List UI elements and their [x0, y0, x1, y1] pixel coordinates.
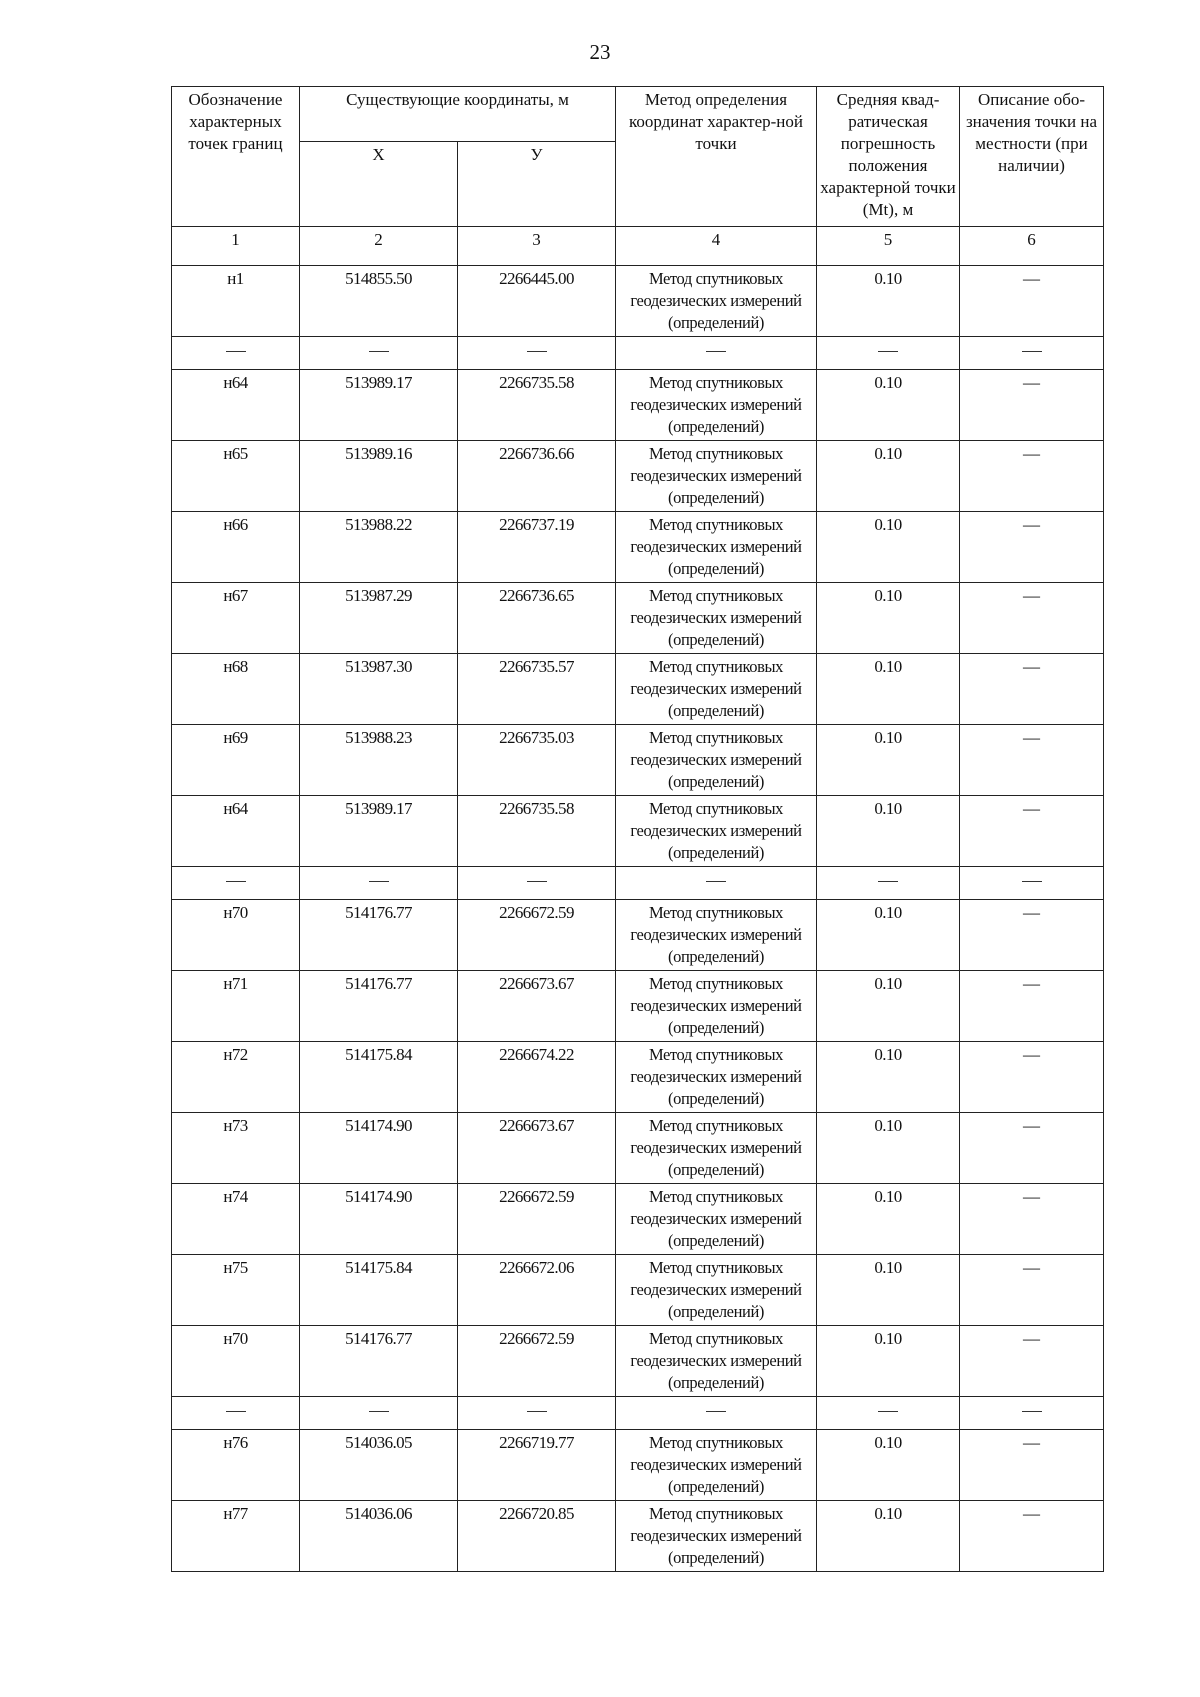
- point-designation: н76: [172, 1430, 300, 1501]
- mean-square-error: 0.10: [817, 971, 960, 1042]
- coordinate-x: 514175.84: [300, 1255, 458, 1326]
- coordinate-y: 2266673.67: [458, 1113, 616, 1184]
- separator-cell: [458, 337, 616, 370]
- table-row: [172, 1430, 1104, 1501]
- mean-square-error: 0.10: [817, 512, 960, 583]
- method-line: геодезических измерений: [630, 1209, 802, 1228]
- separator-cell: [300, 1397, 458, 1430]
- method-line: Метод спутниковых: [648, 728, 784, 747]
- header-existing-coordinates: Существующие координаты, м: [300, 87, 616, 142]
- method-line: (определений): [668, 1018, 764, 1037]
- method-line: (определений): [668, 772, 764, 791]
- method-cell: [616, 1501, 817, 1572]
- mean-square-error: 0.10: [817, 1430, 960, 1501]
- method-line: геодезических измерений: [630, 996, 802, 1015]
- point-description: —: [960, 796, 1104, 867]
- column-number: 5: [817, 227, 960, 266]
- method-line: (определений): [668, 947, 764, 966]
- table-row: [172, 654, 1104, 725]
- point-description: —: [960, 1501, 1104, 1572]
- method-line: Метод спутниковых: [648, 515, 784, 534]
- method-line: Метод спутниковых: [648, 444, 784, 463]
- coordinate-y: 2266735.58: [458, 370, 616, 441]
- dash-mark: [706, 881, 726, 882]
- mean-square-error: 0.10: [817, 1042, 960, 1113]
- coordinate-x: 514036.05: [300, 1430, 458, 1501]
- table-row: [172, 370, 1104, 441]
- mean-square-error: 0.10: [817, 1326, 960, 1397]
- method-cell: [616, 1042, 817, 1113]
- method-line: (определений): [668, 488, 764, 507]
- header-point-description: Описание обо-значения точки на местности (при наличии): [960, 87, 1104, 227]
- method-cell: [616, 971, 817, 1042]
- mean-square-error: 0.10: [817, 796, 960, 867]
- dash-mark: [878, 881, 898, 882]
- point-designation: н71: [172, 971, 300, 1042]
- separator-cell: [616, 1397, 817, 1430]
- point-description: —: [960, 512, 1104, 583]
- method-line: геодезических измерений: [630, 750, 802, 769]
- dash-mark: [226, 881, 246, 882]
- point-designation: н70: [172, 900, 300, 971]
- header-method: Метод определения координат характер-ной точки: [616, 87, 817, 227]
- point-designation: н68: [172, 654, 300, 725]
- point-description: —: [960, 1430, 1104, 1501]
- coordinate-x: 513989.16: [300, 441, 458, 512]
- method-line: (определений): [668, 701, 764, 720]
- table-row: [172, 725, 1104, 796]
- coordinate-y: 2266735.03: [458, 725, 616, 796]
- point-description: —: [960, 1113, 1104, 1184]
- method-line: Метод спутниковых: [648, 1116, 784, 1135]
- coordinate-y: 2266737.19: [458, 512, 616, 583]
- coordinate-y: 2266736.66: [458, 441, 616, 512]
- column-number: 1: [172, 227, 300, 266]
- separator-cell: [172, 867, 300, 900]
- point-description: —: [960, 654, 1104, 725]
- separator-row: [172, 337, 1104, 370]
- dash-mark: [369, 351, 389, 352]
- separator-cell: [817, 867, 960, 900]
- method-line: Метод спутниковых: [648, 974, 784, 993]
- method-line: геодезических измерений: [630, 925, 802, 944]
- method-line: (определений): [668, 1477, 764, 1496]
- mean-square-error: 0.10: [817, 441, 960, 512]
- dash-mark: [369, 1411, 389, 1412]
- coordinate-x: 513988.23: [300, 725, 458, 796]
- coordinate-y: 2266672.59: [458, 1326, 616, 1397]
- table-row: [172, 971, 1104, 1042]
- separator-row: [172, 1397, 1104, 1430]
- method-line: Метод спутниковых: [648, 1045, 784, 1064]
- method-cell: [616, 1184, 817, 1255]
- dash-mark: [527, 881, 547, 882]
- table-row: [172, 900, 1104, 971]
- dash-mark: [527, 351, 547, 352]
- coordinates-table: [171, 86, 1104, 1572]
- mean-square-error: 0.10: [817, 266, 960, 337]
- mean-square-error: 0.10: [817, 1501, 960, 1572]
- method-line: геодезических измерений: [630, 466, 802, 485]
- method-line: Метод спутниковых: [648, 1504, 784, 1523]
- method-line: геодезических измерений: [630, 1067, 802, 1086]
- table-row: [172, 1184, 1104, 1255]
- coordinate-y: 2266674.22: [458, 1042, 616, 1113]
- point-designation: н65: [172, 441, 300, 512]
- coordinate-x: 514176.77: [300, 971, 458, 1042]
- method-line: Метод спутниковых: [648, 1329, 784, 1348]
- method-line: геодезических измерений: [630, 291, 802, 310]
- mean-square-error: 0.10: [817, 583, 960, 654]
- point-description: —: [960, 1255, 1104, 1326]
- coordinate-y: 2266673.67: [458, 971, 616, 1042]
- method-cell: [616, 1326, 817, 1397]
- separator-cell: [960, 1397, 1104, 1430]
- method-cell: [616, 1113, 817, 1184]
- method-line: (определений): [668, 417, 764, 436]
- coordinate-y: 2266735.57: [458, 654, 616, 725]
- table-row: [172, 1326, 1104, 1397]
- coordinate-x: 513987.30: [300, 654, 458, 725]
- method-line: геодезических измерений: [630, 395, 802, 414]
- point-description: —: [960, 1042, 1104, 1113]
- method-line: геодезических измерений: [630, 1351, 802, 1370]
- dash-mark: [706, 1411, 726, 1412]
- table-row: [172, 1255, 1104, 1326]
- method-cell: [616, 1255, 817, 1326]
- method-cell: [616, 266, 817, 337]
- method-line: (определений): [668, 1548, 764, 1567]
- method-line: (определений): [668, 1373, 764, 1392]
- point-description: —: [960, 1326, 1104, 1397]
- method-line: геодезических измерений: [630, 1138, 802, 1157]
- coordinate-x: 513988.22: [300, 512, 458, 583]
- coordinate-x: 514176.77: [300, 1326, 458, 1397]
- point-designation: н66: [172, 512, 300, 583]
- header-point-designation: Обозначение характерных точек границ: [172, 87, 300, 227]
- column-number: 3: [458, 227, 616, 266]
- header-mean-square-error: Средняя квад-ратическая погрешность положения характерной точки (Mt), м: [817, 87, 960, 227]
- separator-cell: [616, 867, 817, 900]
- point-description: —: [960, 1184, 1104, 1255]
- coordinate-x: 513989.17: [300, 370, 458, 441]
- dash-mark: [226, 351, 246, 352]
- separator-cell: [960, 337, 1104, 370]
- method-cell: [616, 796, 817, 867]
- method-line: (определений): [668, 1089, 764, 1108]
- coordinate-x: 514855.50: [300, 266, 458, 337]
- method-cell: [616, 512, 817, 583]
- separator-cell: [458, 1397, 616, 1430]
- point-designation: н73: [172, 1113, 300, 1184]
- coordinate-x: 513989.17: [300, 796, 458, 867]
- point-designation: н70: [172, 1326, 300, 1397]
- method-line: Метод спутниковых: [648, 903, 784, 922]
- coordinate-x: 514175.84: [300, 1042, 458, 1113]
- point-description: —: [960, 900, 1104, 971]
- method-cell: [616, 654, 817, 725]
- coordinate-y: 2266736.65: [458, 583, 616, 654]
- method-cell: [616, 900, 817, 971]
- dash-mark: [1022, 881, 1042, 882]
- table-row: [172, 1042, 1104, 1113]
- coordinate-x: 514176.77: [300, 900, 458, 971]
- separator-cell: [172, 337, 300, 370]
- point-description: —: [960, 370, 1104, 441]
- method-line: геодезических измерений: [630, 608, 802, 627]
- column-number: 2: [300, 227, 458, 266]
- mean-square-error: 0.10: [817, 654, 960, 725]
- method-line: геодезических измерений: [630, 1526, 802, 1545]
- method-line: геодезических измерений: [630, 821, 802, 840]
- point-description: —: [960, 583, 1104, 654]
- method-line: (определений): [668, 1160, 764, 1179]
- point-designation: н64: [172, 370, 300, 441]
- coordinate-x: 514036.06: [300, 1501, 458, 1572]
- mean-square-error: 0.10: [817, 725, 960, 796]
- table-body: [172, 266, 1104, 1572]
- separator-cell: [300, 337, 458, 370]
- separator-cell: [172, 1397, 300, 1430]
- method-line: Метод спутниковых: [648, 799, 784, 818]
- coordinate-x: 514174.90: [300, 1184, 458, 1255]
- method-line: геодезических измерений: [630, 537, 802, 556]
- header-x: X: [300, 142, 458, 227]
- separator-cell: [817, 337, 960, 370]
- point-description: —: [960, 971, 1104, 1042]
- dash-mark: [226, 1411, 246, 1412]
- dash-mark: [878, 1411, 898, 1412]
- method-line: (определений): [668, 630, 764, 649]
- method-line: (определений): [668, 1302, 764, 1321]
- coordinate-x: 514174.90: [300, 1113, 458, 1184]
- table-row: [172, 583, 1104, 654]
- column-number: 4: [616, 227, 817, 266]
- dash-mark: [1022, 351, 1042, 352]
- method-line: (определений): [668, 313, 764, 332]
- table-row: [172, 796, 1104, 867]
- method-cell: [616, 441, 817, 512]
- table-row: [172, 266, 1104, 337]
- separator-row: [172, 867, 1104, 900]
- coordinate-y: 2266672.06: [458, 1255, 616, 1326]
- separator-cell: [616, 337, 817, 370]
- separator-cell: [817, 1397, 960, 1430]
- point-designation: н75: [172, 1255, 300, 1326]
- method-line: Метод спутниковых: [648, 1187, 784, 1206]
- point-designation: н74: [172, 1184, 300, 1255]
- dash-mark: [369, 881, 389, 882]
- dash-mark: [1022, 1411, 1042, 1412]
- coordinate-y: 2266672.59: [458, 1184, 616, 1255]
- method-line: Метод спутниковых: [648, 373, 784, 392]
- method-cell: [616, 1430, 817, 1501]
- mean-square-error: 0.10: [817, 1113, 960, 1184]
- point-designation: н1: [172, 266, 300, 337]
- table-row: [172, 1113, 1104, 1184]
- point-description: —: [960, 441, 1104, 512]
- column-number: 6: [960, 227, 1104, 266]
- coordinate-y: 2266445.00: [458, 266, 616, 337]
- point-designation: н72: [172, 1042, 300, 1113]
- method-line: (определений): [668, 1231, 764, 1250]
- coordinate-y: 2266735.58: [458, 796, 616, 867]
- separator-cell: [458, 867, 616, 900]
- method-line: Метод спутниковых: [648, 1258, 784, 1277]
- dash-mark: [706, 351, 726, 352]
- method-line: (определений): [668, 559, 764, 578]
- mean-square-error: 0.10: [817, 370, 960, 441]
- method-line: геодезических измерений: [630, 1280, 802, 1299]
- method-cell: [616, 725, 817, 796]
- separator-cell: [960, 867, 1104, 900]
- point-designation: н67: [172, 583, 300, 654]
- method-line: Метод спутниковых: [648, 269, 784, 288]
- coordinate-y: 2266720.85: [458, 1501, 616, 1572]
- method-line: Метод спутниковых: [648, 1433, 784, 1452]
- coordinate-x: 513987.29: [300, 583, 458, 654]
- point-designation: н69: [172, 725, 300, 796]
- page-number: 23: [589, 40, 611, 64]
- point-description: —: [960, 725, 1104, 796]
- header-y: У: [458, 142, 616, 227]
- point-designation: н77: [172, 1501, 300, 1572]
- point-description: —: [960, 266, 1104, 337]
- point-designation: н64: [172, 796, 300, 867]
- mean-square-error: 0.10: [817, 1184, 960, 1255]
- coordinate-y: 2266719.77: [458, 1430, 616, 1501]
- method-cell: [616, 583, 817, 654]
- dash-mark: [878, 351, 898, 352]
- table-row: [172, 441, 1104, 512]
- coordinate-y: 2266672.59: [458, 900, 616, 971]
- mean-square-error: 0.10: [817, 1255, 960, 1326]
- method-line: Метод спутниковых: [648, 657, 784, 676]
- method-line: геодезических измерений: [630, 679, 802, 698]
- dash-mark: [527, 1411, 547, 1412]
- separator-cell: [300, 867, 458, 900]
- mean-square-error: 0.10: [817, 900, 960, 971]
- table-row: [172, 1501, 1104, 1572]
- method-line: геодезических измерений: [630, 1455, 802, 1474]
- method-cell: [616, 370, 817, 441]
- method-line: (определений): [668, 843, 764, 862]
- method-line: Метод спутниковых: [648, 586, 784, 605]
- table-row: [172, 512, 1104, 583]
